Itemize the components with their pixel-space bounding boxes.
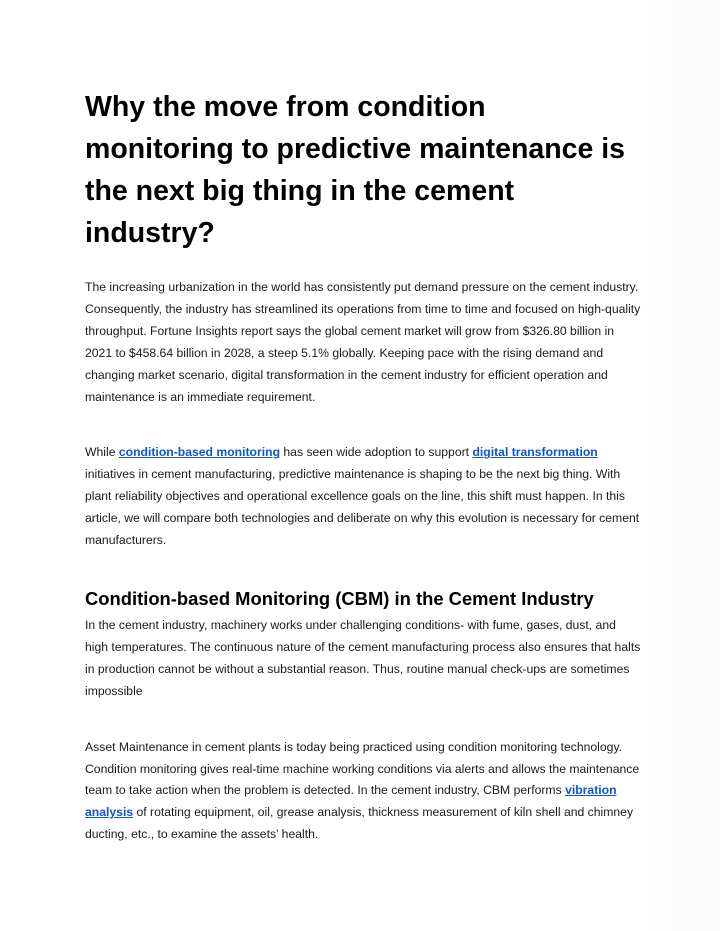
- paragraph-text: initiatives in cement manufacturing, predictive maintenance is shaping to be the next big thing. With plant reliability objectives and operational excellence goals on the line, this shift must happen. In this article, we will compare both technologies and deliberate on why this evolution is necessary for cement manufacturers.: [85, 467, 640, 548]
- document-content: [85, 86, 641, 846]
- paragraph-text: of rotating equipment, oil, grease analysis, thickness measurement of kiln shell and chimney ducting, etc., to examine the assets’ health.: [85, 805, 634, 842]
- section-paragraph-maintenance: [85, 737, 641, 847]
- paragraph-text: While: [85, 445, 119, 460]
- cbm-vs-pdm-paragraph: [85, 442, 641, 552]
- section-heading: Condition-based Monitoring (CBM) in the Cement Industry: [85, 587, 594, 609]
- digital-transformation-link[interactable]: digital transformation: [472, 445, 598, 460]
- paragraph-text: has seen wide adoption to support: [280, 445, 473, 460]
- page-title: Why the move from condition monitoring to predictive maintenance is the next big thing in the cement industry?: [85, 91, 626, 249]
- condition-based-monitoring-link[interactable]: condition-based monitoring: [118, 445, 281, 460]
- section-paragraph-conditions: In the cement industry, machinery works under challenging conditions- with fume, gases, dust, and high temperatures. The continuous nature of the cement manufacturing process also ensures that halts in production cannot be without a substantial reason. Thus, routine manual check-ups are sometimes impossible: [85, 617, 641, 698]
- paragraph-text: Asset Maintenance in cement plants is today being practiced using condition monitoring technology. Condition monitoring gives real-time machine working conditions via alerts and allows the maintenance team to take action when the problem is detected. In the cement industry, CBM performs: [85, 739, 640, 798]
- page-edge-shadow: [640, 0, 720, 931]
- vibration-analysis-link[interactable]: vibration analysis: [85, 783, 617, 820]
- intro-paragraph: The increasing urbanization in the world has consistently put demand pressure on the cement industry. Consequently, the industry has streamlined its operations from time to time and focused on high-quality throughput. Fortune Insights report says the global cement market will grow from $326.80 billion in 2021 to $458.64 billion in 2028, a steep 5.1% globally. Keeping pace with the rising demand and changing market scenario, digital transformation in the cement industry for efficient operation and maintenance is an immediate requirement.: [85, 280, 641, 404]
